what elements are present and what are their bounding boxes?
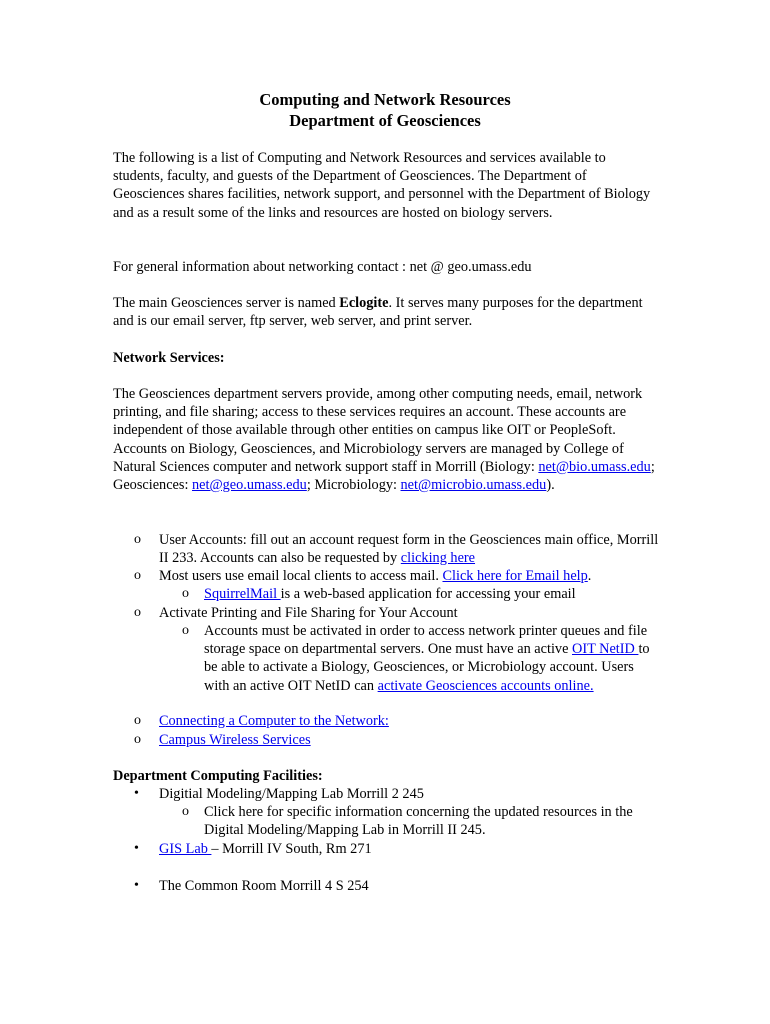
email-help-link[interactable]: Click here for Email help bbox=[442, 568, 588, 584]
network-services-heading: Network Services: bbox=[113, 350, 225, 366]
list-item-gis-lab bbox=[159, 840, 659, 858]
network-services-paragraph bbox=[113, 385, 658, 494]
network-para-text: The Geosciences department servers provide, among other computing needs, email, network printing, and file sharing; access to these services requires an account. These accounts are independent of those available through other entities on campus like OIT or PeopleSoft. Accounts on Biology, Geosciences, and Microbiology servers are managed by College of Natural Sciences computer and network support staff in Morrill (Biology: bbox=[113, 386, 643, 475]
list-item-modeling-lab-info: Click here for specific information concerning the updated resources in the Digital Modeling/Mapping Lab in Morrill II 245. bbox=[204, 804, 633, 839]
list-item-squirrelmail bbox=[204, 585, 659, 603]
squirrelmail-link[interactable]: SquirrelMail bbox=[204, 586, 281, 602]
server-paragraph bbox=[113, 294, 658, 330]
list-marker: o bbox=[134, 605, 141, 620]
campus-wireless-link[interactable]: Campus Wireless Services bbox=[159, 732, 311, 748]
network-para-sep1: ; Geosciences: bbox=[113, 458, 655, 494]
list-marker: o bbox=[134, 713, 141, 728]
microbiology-email-link[interactable]: net@microbio.umass.edu bbox=[400, 477, 547, 494]
activation-text-1: Accounts must be activated in order to access network printer queues and file storage space on departmental servers. One must have an active bbox=[204, 623, 648, 658]
intro-paragraph: The following is a list of Computing and Network Resources and services available to students, faculty, and guests of the Department of Geosciences. The Department of Geosciences shares facilities, network support, and personnel with the Department of Biology and as a result some of the links and resources are hosted on biology servers. bbox=[113, 150, 651, 221]
facilities-heading: Department Computing Facilities: bbox=[113, 768, 323, 784]
network-para-end: ). bbox=[546, 477, 555, 494]
server-name: Eclogite bbox=[339, 295, 389, 311]
biology-email-link[interactable]: net@bio.umass.edu bbox=[538, 458, 651, 475]
email-end: . bbox=[587, 568, 592, 584]
activation-text-2: to be able to activate a Biology, Geosciences, or Microbiology account. Users with an active OIT NetID can bbox=[204, 641, 650, 694]
request-account-link[interactable]: clicking here bbox=[400, 550, 476, 567]
bullet: • bbox=[134, 786, 139, 801]
list-marker: o bbox=[134, 732, 141, 747]
user-accounts-text: User Accounts: fill out an account request form in the Geosciences main office, Morrill II 233. Accounts can also be requested by bbox=[159, 532, 659, 567]
gis-lab-link[interactable]: GIS Lab bbox=[159, 841, 212, 857]
geosciences-email-link[interactable]: net@geo.umass.edu bbox=[192, 477, 307, 494]
list-item-modeling-lab: Digitial Modeling/Mapping Lab Morrill 2 245 bbox=[159, 786, 424, 802]
list-item-common-room: The Common Room Morrill 4 S 254 bbox=[159, 878, 369, 894]
server-text-post: . It serves many purposes for the department and is our email server, ftp server, web server, and print server. bbox=[113, 295, 643, 330]
contact-paragraph: For general information about networking contact : net @ geo.umass.edu bbox=[113, 259, 532, 275]
list-item-wireless bbox=[159, 731, 659, 749]
list-item-activate-printing: Activate Printing and File Sharing for Your Account bbox=[159, 605, 458, 621]
network-para-sep2: ; Microbiology: bbox=[306, 477, 401, 494]
list-item-activation-info bbox=[204, 622, 659, 695]
activate-accounts-link[interactable]: activate Geosciences accounts online. bbox=[377, 677, 594, 694]
email-text: Most users use email local clients to access mail. bbox=[159, 568, 443, 584]
document-title: Computing and Network Resources bbox=[259, 90, 511, 109]
list-item-connecting bbox=[159, 712, 659, 730]
sub-list-marker: o bbox=[182, 623, 189, 638]
list-item-email bbox=[159, 567, 659, 585]
list-marker: o bbox=[134, 532, 141, 547]
sub-list-marker: o bbox=[182, 804, 189, 819]
document-subtitle: Department of Geosciences bbox=[289, 111, 481, 130]
oit-netid-link[interactable]: OIT NetID bbox=[572, 641, 639, 658]
connecting-computer-link[interactable]: Connecting a Computer to the Network: bbox=[159, 713, 389, 729]
server-text-pre: The main Geosciences server is named bbox=[113, 295, 340, 311]
list-marker: o bbox=[134, 568, 141, 583]
gis-lab-location: – Morrill IV South, Rm 271 bbox=[211, 841, 372, 857]
sub-list-marker: o bbox=[182, 586, 189, 601]
bullet: • bbox=[134, 841, 139, 856]
bullet: • bbox=[134, 878, 139, 893]
squirrelmail-text: is a web-based application for accessing your email bbox=[280, 586, 576, 602]
list-item-user-accounts bbox=[159, 531, 659, 567]
